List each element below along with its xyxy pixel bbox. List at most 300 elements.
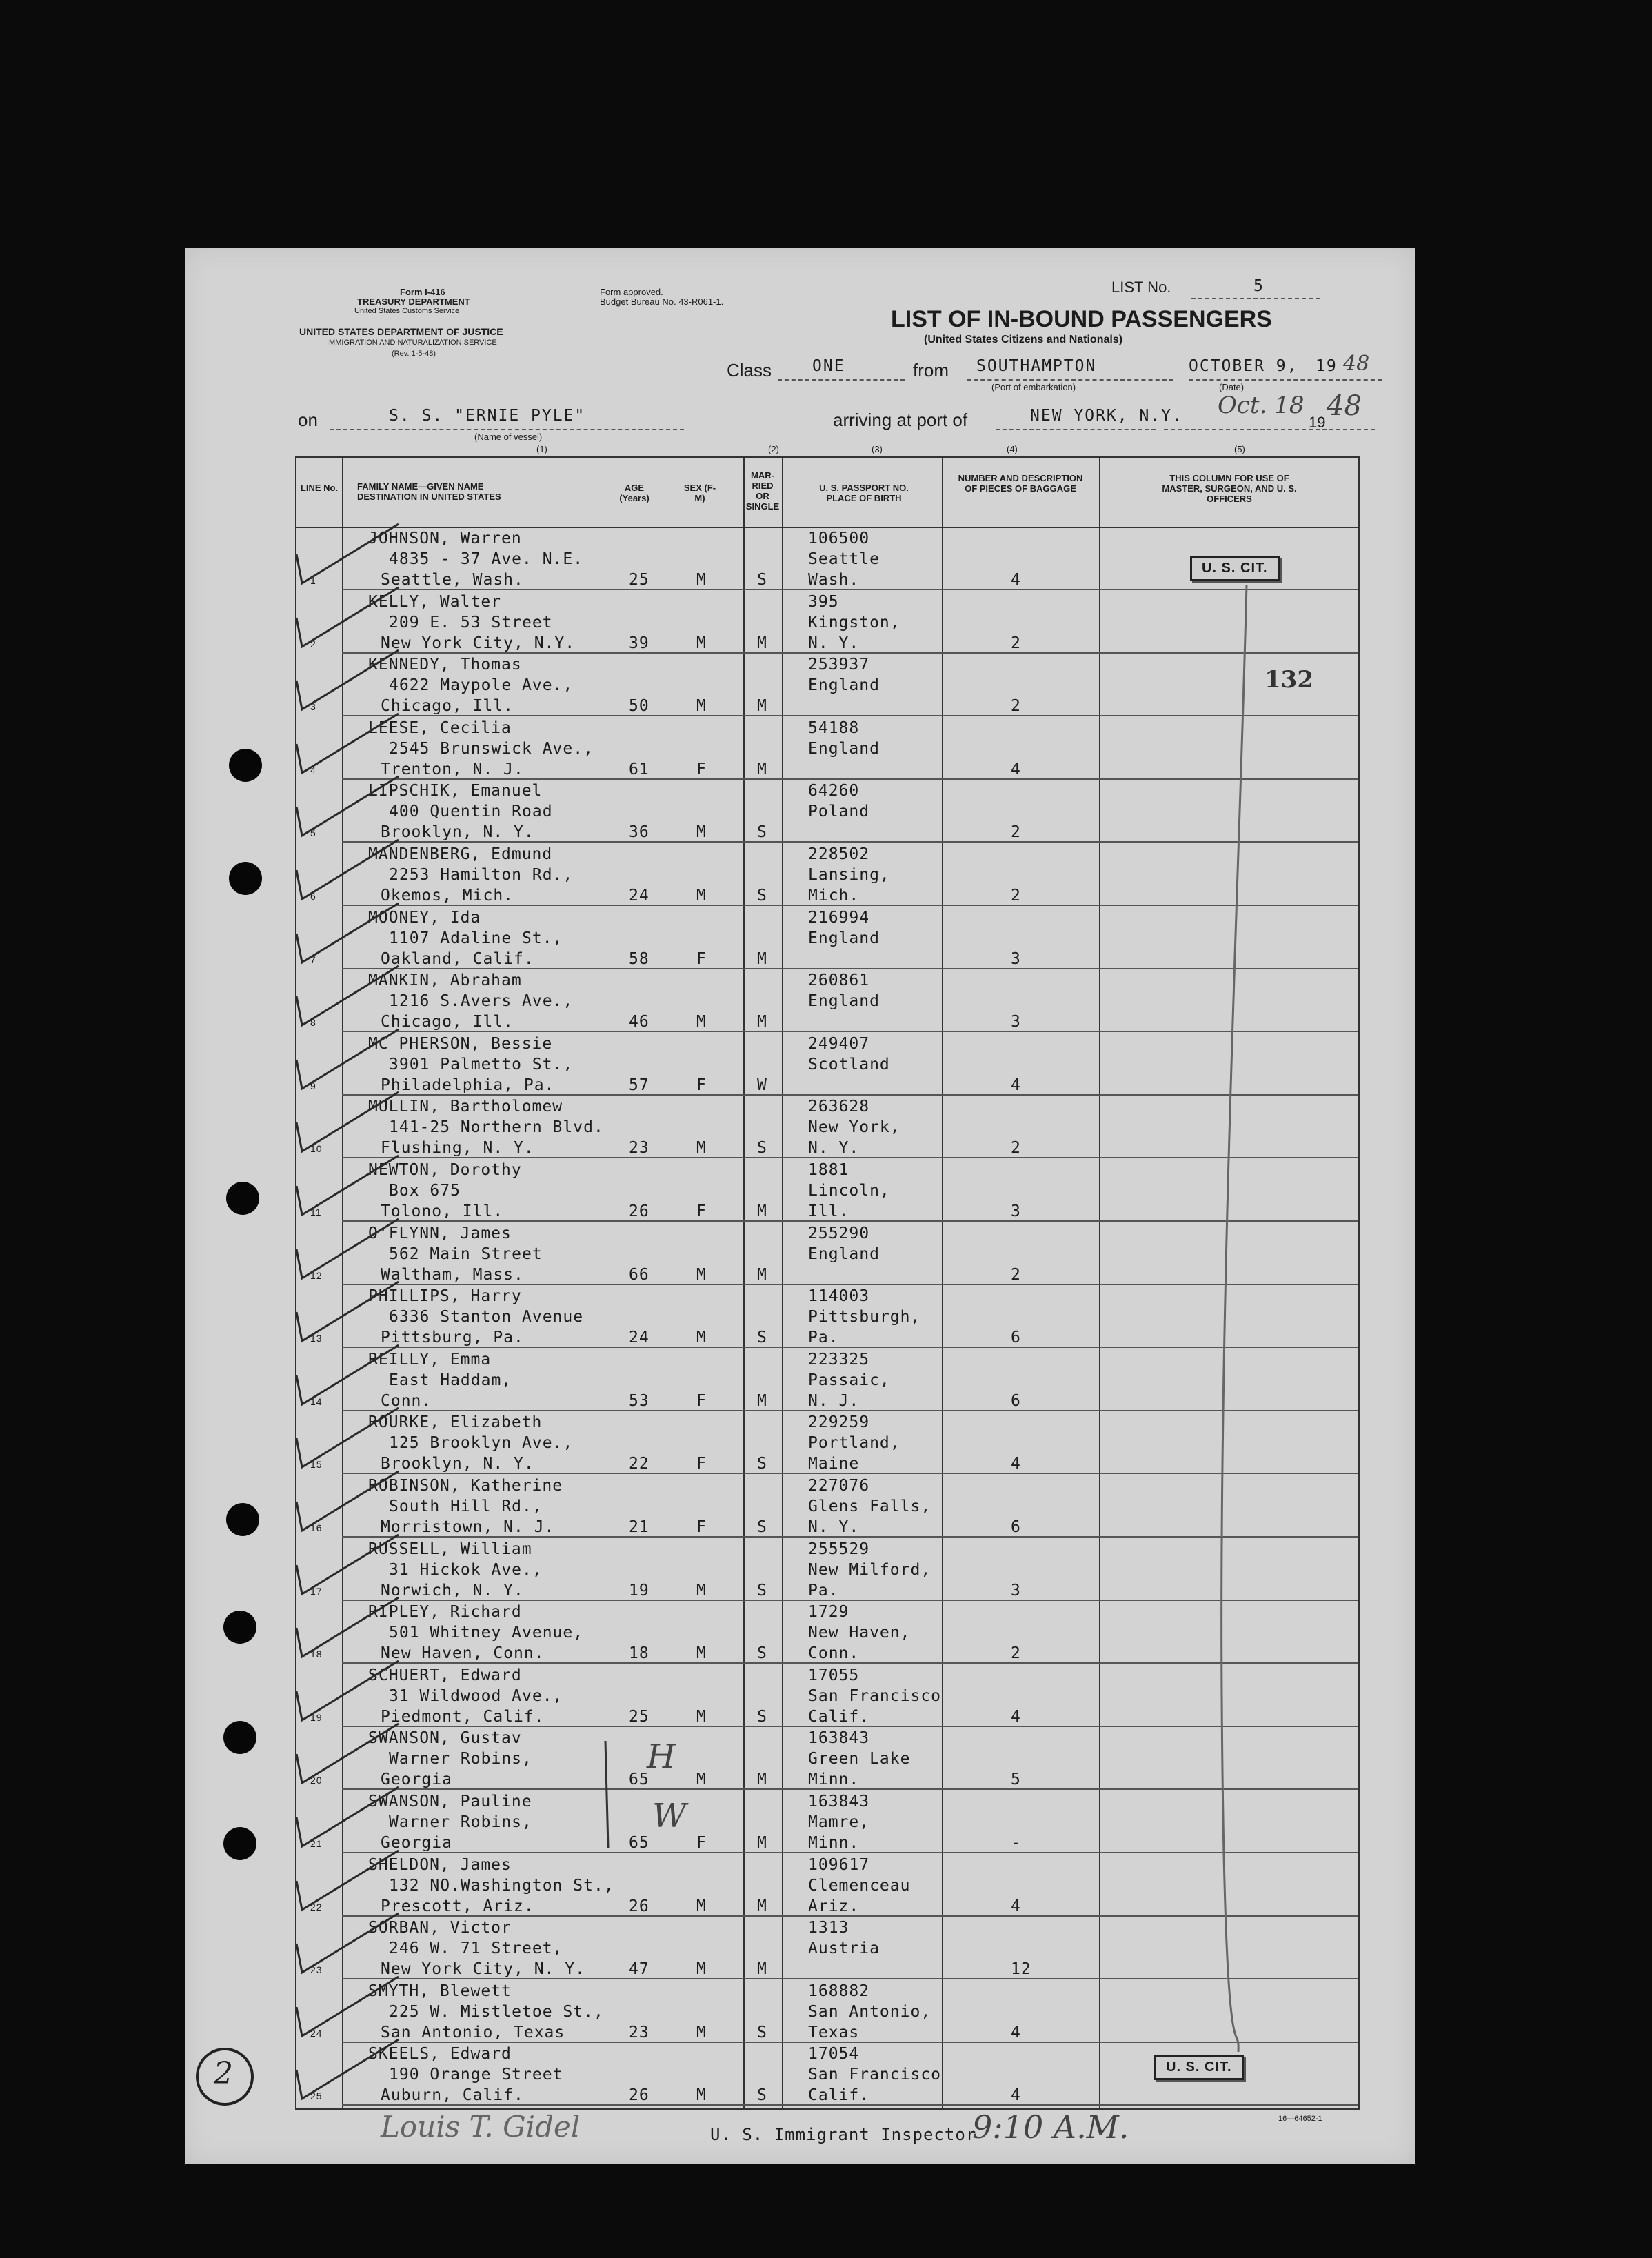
passenger-marital-status: M (757, 760, 767, 778)
passenger-address-2: Oakland, Calif. (381, 949, 534, 968)
birth-place-1: Green Lake (808, 1750, 911, 1768)
baggage-count: 2 (1011, 1265, 1021, 1284)
passenger-name: KENNEDY, Thomas (368, 656, 522, 674)
arrival-year-printed: 19 (1309, 414, 1326, 431)
passenger-name: KELLY, Walter (368, 592, 502, 611)
revision-date: (Rev. 1-5-48) (392, 350, 436, 358)
line-number: 13 (310, 1333, 323, 1344)
passenger-name: ROBINSON, Katherine (368, 1477, 563, 1495)
passenger-address-2: Waltham, Mass. (381, 1265, 524, 1284)
passenger-address-2: Chicago, Ill. (381, 1013, 514, 1031)
baggage-count: 4 (1011, 1897, 1021, 1915)
passenger-age: 65 (629, 1771, 649, 1789)
passenger-marital-status: S (757, 2023, 767, 2042)
birth-place-2: N. Y. (808, 1518, 860, 1536)
baggage-count: 3 (1011, 1581, 1021, 1600)
passenger-address-2: Tolono, Ill. (381, 1202, 504, 1220)
passenger-address-2: Chicago, Ill. (381, 697, 514, 716)
passenger-address-2: Brooklyn, N. Y. (381, 823, 534, 842)
passenger-age: 47 (629, 1960, 649, 1979)
birth-place-1: New York, (808, 1118, 900, 1137)
passenger-marital-status: S (757, 1707, 767, 1726)
arriving-label: arriving at port of (833, 410, 968, 430)
passenger-marital-status: M (757, 1897, 767, 1915)
baggage-count: 2 (1011, 1644, 1021, 1663)
date-caption: (Date) (1219, 382, 1245, 392)
passenger-address-1: South Hill Rd., (389, 1498, 543, 1515)
passenger-marital-status: S (757, 1329, 767, 1347)
passenger-address-2: New Haven, Conn. (381, 1644, 545, 1663)
line-number: 14 (310, 1395, 323, 1407)
passport-number: 395 (808, 592, 839, 611)
passenger-name: RIPLEY, Richard (368, 1603, 522, 1622)
budget-bureau: Budget Bureau No. 43-R061-1. (600, 296, 724, 307)
birth-place-1: San Antonio, (808, 2002, 931, 2021)
line-number: 10 (310, 1143, 323, 1155)
line-number: 22 (310, 1901, 323, 1913)
inspector-signature: Louis T. Gidel (381, 2110, 581, 2144)
passenger-age: 26 (629, 2086, 649, 2105)
passenger-address-2: New York City, N. Y. (381, 1960, 585, 1979)
birth-place-2: Ariz. (808, 1897, 860, 1915)
passenger-address-2: Morristown, N. J. (381, 1518, 555, 1536)
passenger-name: MC PHERSON, Bessie (368, 1034, 553, 1053)
passport-number: 17054 (808, 2045, 860, 2064)
birth-place-1: Kingston, (808, 613, 900, 632)
form-footer-code: 16—64652-1 (1278, 2115, 1322, 2123)
passenger-age: 58 (629, 949, 649, 968)
passenger-address-1: 125 Brooklyn Ave., (389, 1434, 574, 1453)
passenger-age: 61 (629, 760, 649, 778)
departure-year-hand: 48 (1343, 352, 1370, 376)
line-number: 6 (310, 891, 316, 902)
passenger-address-1: Warner Robins, (389, 1813, 532, 1831)
baggage-count: 3 (1011, 1202, 1021, 1220)
passenger-age: 25 (629, 571, 649, 589)
passenger-sex: F (696, 1834, 707, 1852)
col-num: (1) (536, 444, 547, 454)
passenger-sex: M (696, 887, 707, 905)
arrival-time-hand: 9:10 A.M. (972, 2108, 1129, 2146)
birth-place-1: Passaic, (808, 1371, 890, 1389)
passenger-address-1: Box 675 (389, 1182, 461, 1200)
baggage-count: 4 (1011, 2086, 1021, 2105)
passenger-sex: F (696, 1202, 707, 1220)
baggage-count: 4 (1011, 1707, 1021, 1726)
passenger-marital-status: W (757, 1076, 767, 1094)
birth-place-1: New Milford, (808, 1560, 931, 1579)
passenger-age: 66 (629, 1265, 649, 1284)
passenger-name: REILLY, Emma (368, 1350, 492, 1369)
baggage-count: 6 (1011, 1518, 1021, 1536)
passenger-address-1: 190 Orange Street (389, 2066, 563, 2084)
passenger-address-1: 31 Wildwood Ave., (389, 1686, 563, 1705)
col-header-baggage: NUMBER AND DESCRIPTION OF PIECES OF BAGGAGE (958, 473, 1083, 494)
passenger-marital-status: S (757, 1581, 767, 1600)
passenger-sex: M (696, 1897, 707, 1915)
col-num: (4) (1007, 444, 1018, 454)
passenger-sex: M (696, 823, 707, 842)
passenger-address-2: New York City, N.Y. (381, 634, 576, 652)
passenger-age: 65 (629, 1834, 649, 1852)
passenger-address-1: 2253 Hamilton Rd., (389, 866, 574, 884)
baggage-count: 2 (1011, 823, 1021, 842)
passenger-marital-status: S (757, 1518, 767, 1536)
page-number: 2 (214, 2056, 233, 2091)
passport-number: 253937 (808, 656, 870, 674)
line-number: 4 (310, 764, 316, 776)
birth-place-2: N. Y. (808, 634, 860, 652)
passport-number: 54188 (808, 718, 860, 737)
passport-number: 216994 (808, 908, 870, 927)
birth-place-2: Texas (808, 2023, 860, 2042)
passenger-address-1: 1107 Adaline St., (389, 929, 563, 947)
baggage-count: 2 (1011, 634, 1021, 652)
passenger-name: SMYTH, Blewett (368, 1982, 512, 2000)
passenger-age: 24 (629, 887, 649, 905)
class-label: Class (727, 360, 772, 381)
passenger-sex: M (696, 697, 707, 716)
passenger-marital-status: S (757, 2086, 767, 2105)
handwritten-h: H (647, 1737, 676, 1776)
birth-place-2: N. Y. (808, 1139, 860, 1158)
passenger-sex: M (696, 1707, 707, 1726)
passenger-address-1: East Haddam, (389, 1371, 512, 1389)
passenger-marital-status: M (757, 1960, 767, 1979)
passenger-marital-status: S (757, 887, 767, 905)
birth-place-2: Calif. (808, 1707, 870, 1726)
passenger-manifest-sheet (185, 248, 1415, 2164)
list-number: 5 (1253, 277, 1265, 295)
customs-service: United States Customs Service (354, 307, 460, 315)
passenger-marital-status: M (757, 1013, 767, 1031)
arrival-year-hand: 48 (1327, 390, 1362, 422)
passport-number: 1729 (808, 1603, 849, 1622)
passport-number: 1313 (808, 1919, 849, 1937)
passenger-address-1: 400 Quentin Road (389, 803, 553, 821)
passenger-sex: M (696, 1644, 707, 1663)
passport-number: 255529 (808, 1540, 870, 1558)
passenger-address-1: 246 W. 71 Street, (389, 1939, 563, 1958)
baggage-count: 2 (1011, 697, 1021, 716)
passport-number: 114003 (808, 1287, 870, 1306)
col-header-age: AGE (Years) (619, 483, 649, 503)
passenger-marital-status: S (757, 571, 767, 589)
passenger-address-1: 141-25 Northern Blvd. (389, 1118, 604, 1137)
justice-department: UNITED STATES DEPARTMENT OF JUSTICE (299, 326, 503, 337)
birth-place-1: Lincoln, (808, 1182, 890, 1200)
birth-place-2: Ill. (808, 1202, 849, 1220)
line-number: 8 (310, 1017, 316, 1029)
birth-place-2: Mich. (808, 887, 860, 905)
birth-place-1: Glens Falls, (808, 1498, 931, 1515)
col-header-married: MAR-RIED OR SINGLE (745, 470, 780, 512)
passenger-name: ROURKE, Elizabeth (368, 1413, 543, 1432)
passenger-sex: F (696, 1076, 707, 1094)
col-header-officers: THIS COLUMN FOR USE OF MASTER, SURGEON, AND U. S. OFFICERS (1162, 473, 1297, 504)
passenger-name: MULLIN, Bartholomew (368, 1098, 563, 1116)
passenger-age: 23 (629, 1139, 649, 1158)
birth-place-1: Seattle (808, 550, 880, 568)
passenger-address-2: Norwich, N. Y. (381, 1581, 524, 1600)
birth-place-1: San Francisco (808, 2066, 942, 2084)
passport-number: 249407 (808, 1034, 870, 1053)
line-number: 7 (310, 954, 316, 965)
passenger-address-1: 31 Hickok Ave., (389, 1560, 543, 1579)
embark-port: SOUTHAMPTON (976, 357, 1097, 375)
birth-place-2: Wash. (808, 571, 860, 589)
passenger-address-1: 225 W. Mistletoe St., (389, 2002, 604, 2021)
passenger-sex: F (696, 1391, 707, 1410)
birth-place-1: San Francisco (808, 1686, 942, 1705)
birth-place-1: Mamre, (808, 1813, 870, 1831)
baggage-count: 3 (1011, 1013, 1021, 1031)
baggage-count: - (1011, 1834, 1021, 1852)
birth-place-1: Pittsburgh, (808, 1308, 921, 1327)
line-number: 1 (310, 575, 316, 586)
line-number: 25 (310, 2090, 323, 2102)
passenger-sex: M (696, 1581, 707, 1600)
list-number-label: LIST No. (1111, 279, 1171, 296)
baggage-count: 6 (1011, 1391, 1021, 1410)
baggage-count: 6 (1011, 1329, 1021, 1347)
passenger-name: SORBAN, Victor (368, 1919, 512, 1937)
passenger-sex: M (696, 1265, 707, 1284)
baggage-count: 3 (1011, 949, 1021, 968)
passenger-name: SHELDON, James (368, 1855, 512, 1874)
line-number: 3 (310, 701, 316, 713)
birth-place-1: Lansing, (808, 866, 890, 884)
birth-place-1: Austria (808, 1939, 880, 1958)
birth-place-2: Pa. (808, 1581, 839, 1600)
baggage-count: 4 (1011, 1455, 1021, 1473)
passenger-name: SWANSON, Gustav (368, 1729, 522, 1748)
passport-number: 109617 (808, 1855, 870, 1874)
handwritten-w: W (652, 1797, 687, 1835)
passenger-name: MOONEY, Ida (368, 908, 481, 927)
passenger-address-1: 2545 Brunswick Ave., (389, 739, 594, 758)
baggage-count: 12 (1011, 1960, 1031, 1979)
passenger-address-2: Philadelphia, Pa. (381, 1076, 555, 1094)
arrival-date-hand: Oct. 18 (1218, 392, 1305, 419)
pencil-check-line (185, 248, 1415, 2164)
passenger-sex: M (696, 1960, 707, 1979)
from-label: from (913, 360, 949, 381)
birth-place-1: Portland, (808, 1434, 900, 1453)
col-header-sex: SEX (F-M) (683, 483, 716, 503)
birth-place-1: New Haven, (808, 1624, 911, 1642)
birth-place-1: England (808, 992, 880, 1011)
passenger-name: NEWTON, Dorothy (368, 1161, 522, 1179)
passenger-address-1: 501 Whitney Avenue, (389, 1624, 584, 1642)
arrival-port: NEW YORK, N.Y. (1030, 407, 1183, 425)
passenger-address-2: Piedmont, Calif. (381, 1707, 545, 1726)
col-header-name: FAMILY NAME—GIVEN NAME DESTINATION IN UNITED STATES (357, 481, 501, 502)
passenger-address-2: Brooklyn, N. Y. (381, 1455, 534, 1473)
embark-caption: (Port of embarkation) (991, 382, 1076, 392)
passenger-name: LEESE, Cecilia (368, 718, 512, 737)
passenger-marital-status: M (757, 1265, 767, 1284)
form-number: Form I-416 (400, 287, 445, 297)
birth-place-2: Conn. (808, 1644, 860, 1663)
passport-number: 1881 (808, 1161, 849, 1179)
line-number: 9 (310, 1080, 316, 1091)
col-header-passport: U. S. PASSPORT NO. PLACE OF BIRTH (819, 483, 909, 503)
line-number: 12 (310, 1269, 323, 1281)
passenger-name: SCHUERT, Edward (368, 1666, 522, 1684)
passenger-address-2: Flushing, N. Y. (381, 1139, 534, 1158)
passport-number: 229259 (808, 1413, 870, 1432)
passenger-marital-status: M (757, 697, 767, 716)
departure-date: OCTOBER 9, (1189, 357, 1298, 375)
on-label: on (298, 410, 318, 430)
birth-place-1: England (808, 676, 880, 695)
passenger-marital-status: S (757, 1139, 767, 1158)
passenger-sex: F (696, 1518, 707, 1536)
passenger-marital-status: M (757, 1391, 767, 1410)
us-citizen-stamp: U. S. CIT. (1190, 556, 1280, 581)
col-header-line: LINE No. (300, 483, 339, 493)
passenger-age: 24 (629, 1329, 649, 1347)
passport-number: 17055 (808, 1666, 860, 1684)
line-number: 23 (310, 1964, 323, 1976)
passenger-age: 46 (629, 1013, 649, 1031)
passenger-age: 25 (629, 1707, 649, 1726)
passenger-sex: M (696, 2023, 707, 2042)
passenger-marital-status: S (757, 1644, 767, 1663)
passenger-name: RUSSELL, William (368, 1540, 532, 1558)
passenger-address-1: Warner Robins, (389, 1750, 532, 1768)
birth-place-1: England (808, 929, 880, 947)
passenger-name: SKEELS, Edward (368, 2045, 512, 2064)
baggage-count: 4 (1011, 1076, 1021, 1094)
passport-number: 163843 (808, 1729, 870, 1748)
passenger-age: 26 (629, 1897, 649, 1915)
line-number: 2 (310, 638, 316, 649)
passenger-sex: F (696, 760, 707, 778)
passenger-marital-status: M (757, 1834, 767, 1852)
line-number: 19 (310, 1711, 323, 1723)
passenger-address-2: Okemos, Mich. (381, 887, 514, 905)
passenger-age: 23 (629, 2023, 649, 2042)
passenger-count: 132 (1265, 666, 1313, 694)
passenger-address-2: Seattle, Wash. (381, 571, 524, 589)
birth-place-2: Maine (808, 1455, 860, 1473)
passenger-age: 19 (629, 1581, 649, 1600)
passenger-sex: M (696, 1329, 707, 1347)
birth-place-2: Calif. (808, 2086, 870, 2105)
passenger-address-1: 1216 S.Avers Ave., (389, 992, 574, 1011)
passenger-sex: M (696, 634, 707, 652)
line-number: 20 (310, 1775, 323, 1786)
baggage-count: 4 (1011, 760, 1021, 778)
line-number: 24 (310, 2027, 323, 2039)
passenger-name: JOHNSON, Warren (368, 530, 522, 547)
passenger-address-2: Pittsburg, Pa. (381, 1329, 524, 1347)
passport-number: 223325 (808, 1350, 870, 1369)
passenger-age: 26 (629, 1202, 649, 1220)
passenger-age: 18 (629, 1644, 649, 1663)
line-number: 17 (310, 1585, 323, 1597)
passenger-address-1: 6336 Stanton Avenue (389, 1308, 584, 1327)
departure-year-printed: 19 (1316, 357, 1338, 375)
form-subtitle: (United States Citizens and Nationals) (924, 334, 1123, 345)
passport-number: 64260 (808, 782, 860, 800)
passenger-age: 53 (629, 1391, 649, 1410)
form-approved: Form approved. (600, 287, 663, 297)
birth-place-2: Minn. (808, 1771, 860, 1789)
passenger-sex: M (696, 571, 707, 589)
birth-place-1: Poland (808, 803, 870, 821)
line-number: 15 (310, 1459, 323, 1471)
passenger-marital-status: M (757, 1771, 767, 1789)
passport-number: 163843 (808, 1793, 870, 1811)
passenger-name: LIPSCHIK, Emanuel (368, 782, 543, 800)
birth-place-2: Pa. (808, 1329, 839, 1347)
passenger-age: 22 (629, 1455, 649, 1473)
birth-place-1: Scotland (808, 1055, 890, 1073)
passenger-marital-status: S (757, 823, 767, 842)
birth-place-2: N. J. (808, 1391, 860, 1410)
passenger-address-1: 562 Main Street (389, 1244, 543, 1263)
inspector-title: U. S. Immigrant Inspector (710, 2125, 977, 2144)
passenger-sex: M (696, 1771, 707, 1789)
passport-number: 168882 (808, 1982, 870, 2000)
passenger-name: SWANSON, Pauline (368, 1793, 532, 1811)
birth-place-1: England (808, 739, 880, 758)
passenger-address-2: Georgia (381, 1834, 452, 1852)
passenger-address-1: 3901 Palmetto St., (389, 1055, 574, 1073)
passenger-name: PHILLIPS, Harry (368, 1287, 522, 1306)
passport-number: 227076 (808, 1477, 870, 1495)
col-num: (2) (768, 444, 779, 454)
passenger-address-1: 209 E. 53 Street (389, 613, 553, 632)
col-num: (5) (1234, 444, 1245, 454)
line-number: 5 (310, 827, 316, 839)
us-citizen-stamp: U. S. CIT. (1154, 2055, 1244, 2080)
vessel-caption: (Name of vessel) (474, 432, 543, 442)
line-number: 16 (310, 1522, 323, 1533)
birth-place-2: Minn. (808, 1834, 860, 1852)
passenger-age: 39 (629, 634, 649, 652)
birth-place-1: Clemenceau (808, 1876, 911, 1895)
passport-number: 228502 (808, 845, 870, 863)
passenger-sex: F (696, 1455, 707, 1473)
passenger-age: 50 (629, 697, 649, 716)
baggage-count: 5 (1011, 1771, 1021, 1789)
baggage-count: 2 (1011, 887, 1021, 905)
passenger-sex: F (696, 949, 707, 968)
ins-label: IMMIGRATION AND NATURALIZATION SERVICE (327, 339, 497, 347)
passenger-name: O'FLYNN, James (368, 1224, 512, 1242)
line-number: 11 (310, 1207, 322, 1218)
passenger-address-1: 4622 Maypole Ave., (389, 676, 574, 695)
passenger-marital-status: S (757, 1455, 767, 1473)
line-number: 18 (310, 1649, 323, 1660)
passenger-age: 57 (629, 1076, 649, 1094)
passenger-sex: M (696, 1013, 707, 1031)
passenger-age: 21 (629, 1518, 649, 1536)
passport-number: 260861 (808, 971, 870, 990)
passport-number: 263628 (808, 1098, 870, 1116)
treasury-department: TREASURY DEPARTMENT (357, 296, 470, 307)
passenger-address-2: Georgia (381, 1771, 452, 1789)
passenger-marital-status: M (757, 1202, 767, 1220)
baggage-count: 2 (1011, 1139, 1021, 1158)
passenger-sex: M (696, 2086, 707, 2105)
form-title: LIST OF IN-BOUND PASSENGERS (891, 306, 1272, 332)
passenger-age: 36 (629, 823, 649, 842)
